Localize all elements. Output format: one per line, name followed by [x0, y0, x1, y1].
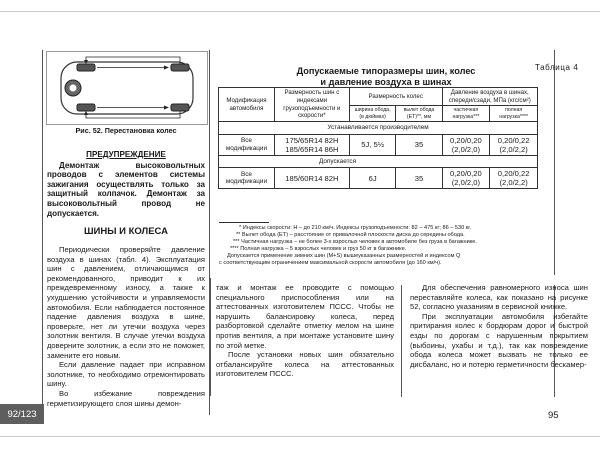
top-divider [0, 11, 600, 12]
header-rim-width: ширина обода, (в дюймах) [349, 106, 396, 122]
table-title [216, 66, 556, 88]
tire-size: 185/65R14 86H [285, 144, 339, 154]
arrowhead-top [164, 66, 169, 70]
warning-block [47, 150, 205, 218]
pressure-mpa: 0,20/0,20 [450, 135, 482, 145]
pressure-kgf: (2,0/2,2) [499, 178, 528, 188]
warning-title: ПРЕДУПРЕЖДЕНИЕ [86, 150, 166, 159]
cell-partial-load [442, 134, 490, 155]
paragraph: таж и монтаж ее проводите с помощью специального приспособления или на аттестованных изготовителем ПССС. Чтобы не нарушить балансировку колеса, перед разбортовкой сделайте отметку мелом на шине против вентиля, а при монтаже установите шину по этой метке. [216, 283, 394, 350]
table-section-row [219, 155, 538, 168]
cell-full-load [490, 168, 538, 189]
footnote: * Индексы скорости: H – до 210 км/ч. Индексы грузоподъемности: 82 – 475 кг; 86 – 530 кг. [239, 225, 472, 231]
footnote: ** Вылет обода (ET) – расстояние от привалочной плоскости диска до середины обода. [236, 231, 465, 238]
footnote: с соответствующим ограничением максимальной скорости автомобиля (до 160 км/ч). [219, 259, 442, 266]
table-title-line-2: и давление воздуха в шинах [320, 77, 452, 87]
table-header-row [219, 88, 538, 106]
paragraph: Если давление падает при исправном золотнике, то необходимо отремонтировать шину. [47, 360, 205, 389]
cell-full-load [490, 134, 538, 155]
footnote-divider [219, 222, 269, 223]
header-tire-size: Размерность шин с индексами грузоподъемности и скорости* [274, 88, 349, 122]
page-counter-badge[interactable]: 92/123 [0, 404, 44, 424]
wheel-rear-right [171, 104, 189, 111]
pressure-kgf: (2,0/2,2) [499, 144, 528, 154]
tire-size-table [218, 87, 538, 189]
footnote: Допускается применение зимних шин (M+S) вышеуказанных размерностей и индексом Q [227, 252, 461, 259]
table-section-row [219, 122, 538, 135]
table-row [219, 134, 538, 155]
pressure-mpa: 0,20/0,20 [450, 169, 482, 179]
pressure-mpa: 0,20/0,22 [497, 169, 530, 179]
pressure-kgf: (2,0/2,0) [451, 144, 481, 154]
table-title-line-1: Допускаемые типоразмеры шин, колес [296, 66, 476, 76]
text-column-1 [47, 245, 205, 408]
wheel-rear-left [171, 64, 189, 71]
paragraph: Периодически проверяйте давление воздуха в шинах (табл. 4). Эксплуатация шин с давлением, отличающимся от рекомендованного, приводит к их преждевременному износу, а также к ухудшению устойчивости и управляемости автомобиля. Если наблюдается постоянное падение давления воздуха в шине, проверьте, нет ли утечки воздуха через золотник вентиля. В случае утечки воздуха доверните золотник, а если это не поможет, замените его новым. [47, 245, 205, 360]
section-heading: ШИНЫ И КОЛЕСА [83, 226, 169, 237]
table-label: Таблица 4 [535, 63, 579, 72]
paragraph: Во избежание повреждения герметизирующего слоя шины демон- [47, 388, 205, 408]
text-column-2 [216, 283, 394, 379]
column-rule-right-top [210, 278, 211, 396]
cell-tires [274, 168, 349, 189]
wheel-front-left [77, 64, 95, 71]
table-footnotes [219, 225, 547, 266]
pressure-mpa: 0,20/0,22 [497, 135, 530, 145]
text-column-3 [410, 283, 588, 369]
footnote: **** Полная нагрузка – 5 взрослых человек и груз 50 кг в багажнике. [230, 245, 407, 252]
footnote: *** Частичная нагрузка – не более 3-х взрослых человек в автомобиле без груза в багажнике. [233, 238, 477, 245]
cell-modification: Все модификации [219, 134, 275, 155]
tire-size: 175/65R14 82H [285, 135, 339, 145]
page-number: 95 [548, 410, 559, 421]
arrowhead-return-bottom [84, 111, 88, 115]
section-label-allowed: Допускается [219, 155, 538, 168]
tire-size: 185/60R14 82H [285, 173, 339, 183]
table-row [219, 168, 538, 189]
paragraph: Для обеспечения равномерного износа шин переставляйте колеса, как показано на рисунке 52, согласно указаниям в сервисной книжке. [410, 283, 588, 312]
arrowhead-bottom [164, 106, 169, 110]
section-label-factory: Устанавливается производителем [219, 122, 538, 135]
arrow-rear-to-front-top [86, 57, 180, 64]
cell-rim-width: 6J [349, 168, 396, 189]
paragraph: После установки новых шин обязательно отбалансируйте колеса на аттестованных изготовителем ПССС. [216, 350, 394, 379]
cell-modification: Все модификации [219, 168, 275, 189]
warning-text: Демонтаж высоковольтных проводов с элементов системы зажигания осуществлять только за защитный колпачок. Демонтаж за высоковольтный провод не допускается. [47, 160, 205, 218]
wheel-front-right [77, 104, 95, 111]
cell-partial-load [442, 168, 490, 189]
figure-caption: Рис. 52. Перестановка колес [75, 126, 177, 135]
header-full-load: полная нагрузка**** [490, 106, 538, 122]
bottom-divider [0, 436, 600, 437]
wheel-rotation-figure [46, 51, 208, 125]
paragraph: При эксплуатации автомобиля избегайте притирания колес к бордюрам дорог и быстрой езды по дорогам с нарушенным покрытием (выбоины, ухабы и т.д.), так как повреждение обода колеса может вызвать не только ее дисбаланс, но и потерю герметичности бескамер- [410, 311, 588, 369]
header-rim-offset: вылет обода (ET)**, мм [396, 106, 442, 122]
spare-wheel-hub [70, 85, 77, 92]
cell-rim-offset: 35 [396, 134, 442, 155]
header-pressure: Давление воздуха в шинах, спереди/сзади, МПа (кгс/см²) [442, 88, 537, 106]
cell-rim-width: 5J, 5½ [349, 134, 396, 155]
column-rule-col2 [401, 285, 402, 397]
cell-tires [274, 134, 349, 155]
column-rule-left [42, 50, 43, 414]
header-partial-load: частичная нагрузка*** [442, 106, 490, 122]
cell-rim-offset: 35 [396, 168, 442, 189]
header-wheel-size: Размерность колес [349, 88, 442, 106]
pressure-kgf: (2,0/2,0) [451, 178, 481, 188]
header-modification: Модификация автомобиля [219, 88, 275, 122]
wheel-rotation-diagram-icon [47, 52, 207, 124]
